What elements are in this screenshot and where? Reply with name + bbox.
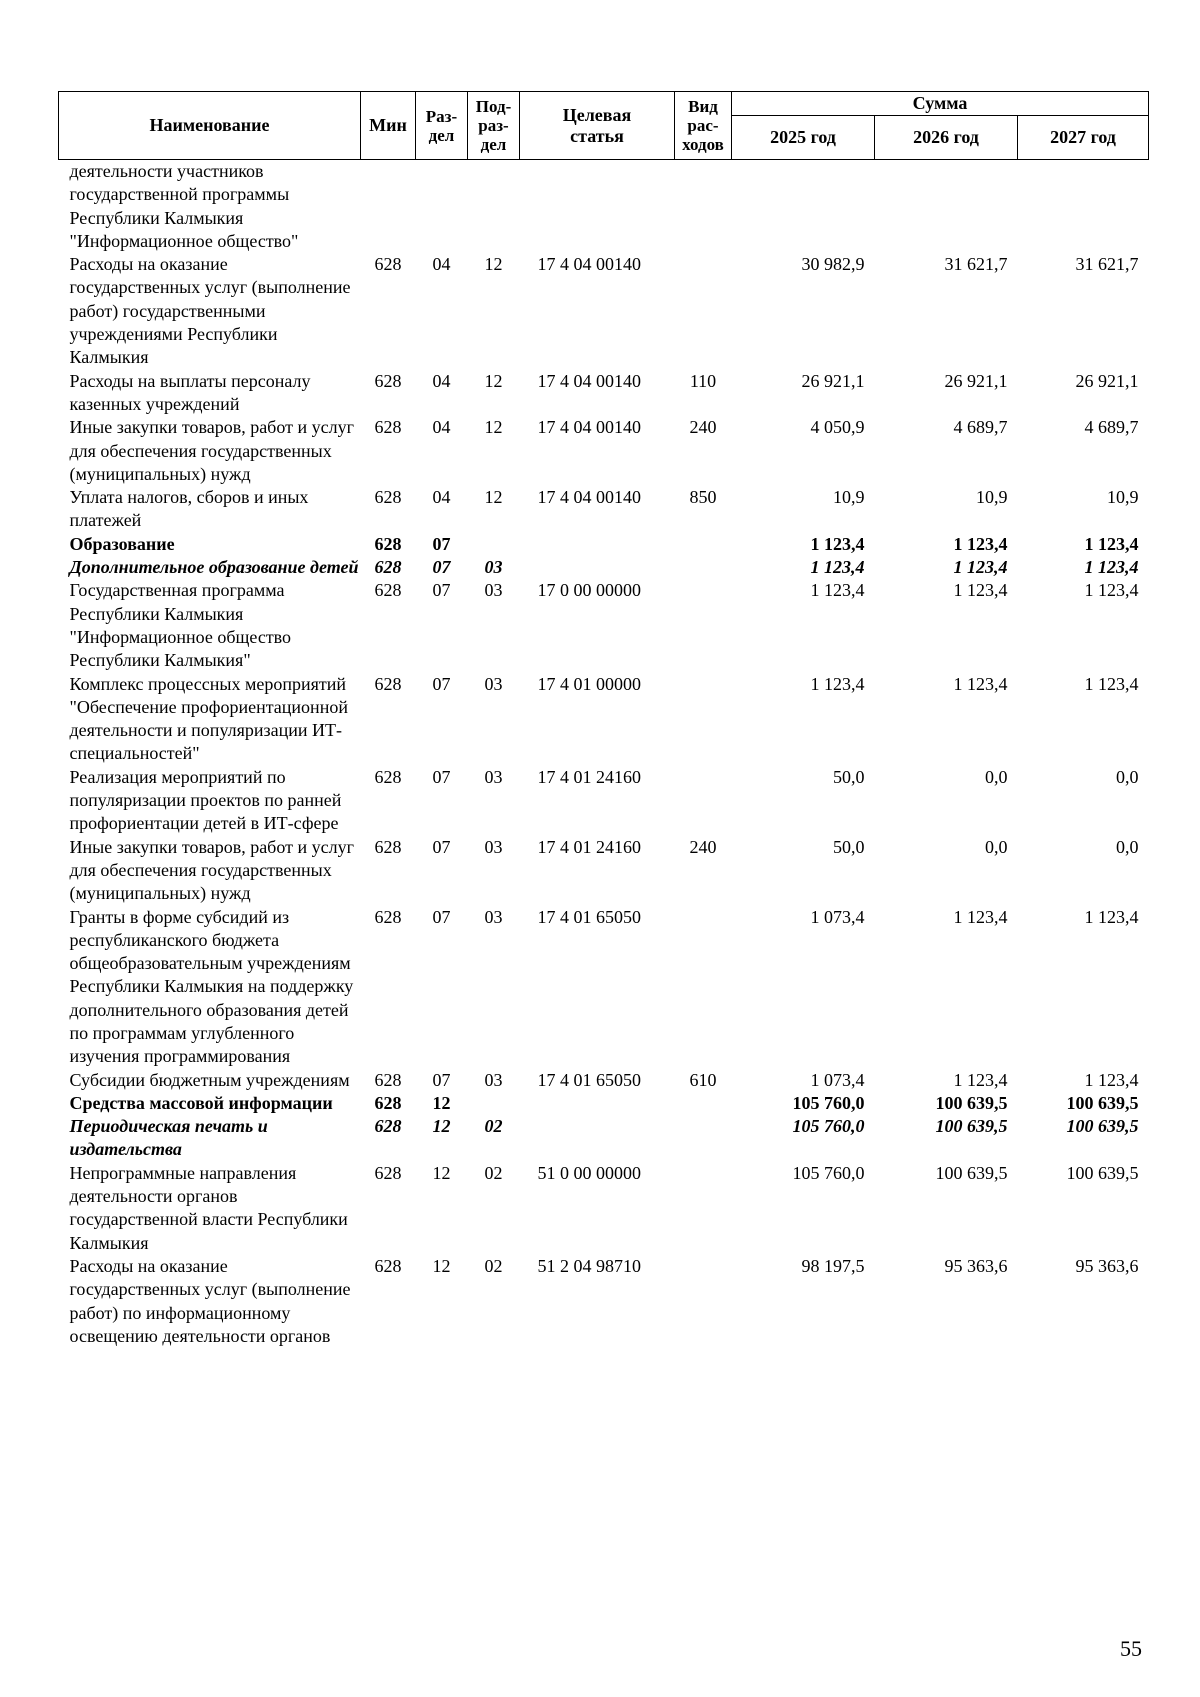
row-podrazdel: 03: [484, 1069, 503, 1090]
row-name: Расходы на оказание государственных услуг (выполнение работ) по информационному освещению деятельности органов: [69, 1255, 351, 1346]
row-sum-2025: 98 197,5: [801, 1255, 865, 1276]
row-celevaya: 17 4 04 00140: [537, 487, 641, 508]
row-vid: 610: [689, 1069, 717, 1090]
row-sum-2025: 50,0: [833, 766, 865, 787]
row-vid: [675, 533, 732, 556]
row-sum-2025: 1 123,4: [810, 673, 865, 694]
table-row: [59, 1162, 1149, 1255]
row-celevaya: [520, 160, 675, 254]
table-row: [59, 1115, 1149, 1162]
row-razdel: 07: [432, 580, 451, 601]
row-name: Непрограммные направления деятельности органов государственной власти Республики Калмыкия: [69, 1162, 348, 1253]
row-celevaya: 17 4 04 00140: [537, 417, 641, 438]
row-min: 628: [374, 533, 402, 554]
row-celevaya: 51 2 04 98710: [537, 1255, 641, 1276]
row-vid: [675, 1115, 732, 1162]
row-razdel: [416, 160, 468, 254]
header-summa: Сумма: [732, 92, 1149, 116]
row-min: [361, 160, 416, 254]
row-name: Расходы на оказание государственных услуг (выполнение работ) государственными учреждениями Республики Калмыкия: [69, 254, 351, 368]
header-vid: Вид рас- ходов: [675, 92, 732, 160]
row-min: 628: [374, 580, 402, 601]
table-row: [59, 556, 1149, 579]
row-sum-2026: [875, 160, 1018, 254]
row-vid: [675, 253, 732, 369]
row-sum-2026: 31 621,7: [944, 254, 1008, 275]
row-podrazdel: 03: [484, 836, 503, 857]
row-razdel: 07: [432, 557, 451, 578]
table-row: [59, 579, 1149, 672]
row-vid: 850: [689, 487, 717, 508]
row-sum-2027: 1 123,4: [1084, 533, 1139, 554]
row-razdel: 07: [432, 1069, 451, 1090]
row-min: 628: [374, 254, 402, 275]
row-sum-2026: 26 921,1: [944, 370, 1008, 391]
row-sum-2027: 31 621,7: [1075, 254, 1139, 275]
row-name: Периодическая печать и издательства: [69, 1116, 268, 1160]
row-sum-2026: 95 363,6: [944, 1255, 1008, 1276]
row-vid: [675, 673, 732, 766]
row-podrazdel: [468, 160, 520, 254]
row-podrazdel: 12: [484, 417, 503, 438]
row-razdel: 07: [432, 836, 451, 857]
row-name: Реализация мероприятий по популяризации проектов по ранней профориентации детей в ИТ-сфере: [69, 766, 342, 834]
row-sum-2026: 0,0: [985, 836, 1008, 857]
row-name: Субсидии бюджетным учреждениям: [69, 1069, 350, 1090]
row-podrazdel: 12: [484, 370, 503, 391]
row-sum-2027: 1 123,4: [1084, 557, 1139, 578]
row-sum-2026: 1 123,4: [953, 1069, 1008, 1090]
row-celevaya: 17 0 00 00000: [537, 580, 641, 601]
row-sum-2025: [732, 160, 875, 254]
row-sum-2026: 100 639,5: [935, 1116, 1008, 1137]
header-celevaya: Целевая статья: [520, 92, 675, 160]
row-name: Государственная программа Республики Калмыкия "Информационное общество Республики Калмыкия": [69, 580, 292, 671]
budget-table: [58, 91, 1149, 1348]
row-min: 628: [374, 673, 402, 694]
row-sum-2025: 1 123,4: [810, 533, 865, 554]
row-celevaya: [520, 556, 675, 579]
row-razdel: 07: [432, 766, 451, 787]
row-sum-2027: 4 689,7: [1084, 417, 1139, 438]
row-sum-2026: 10,9: [976, 487, 1008, 508]
row-name: Средства массовой информации: [69, 1092, 333, 1113]
row-celevaya: 17 4 01 24160: [537, 766, 641, 787]
row-celevaya: 17 4 04 00140: [537, 370, 641, 391]
row-podrazdel: [468, 533, 520, 556]
table-row: [59, 533, 1149, 556]
row-sum-2026: 1 123,4: [953, 580, 1008, 601]
row-min: 628: [374, 906, 402, 927]
row-vid: [675, 1162, 732, 1255]
row-sum-2025: 105 760,0: [792, 1092, 865, 1113]
row-razdel: 04: [432, 370, 451, 391]
row-celevaya: 17 4 01 00000: [537, 673, 641, 694]
row-vid: 110: [689, 370, 717, 391]
row-sum-2027: 1 123,4: [1084, 906, 1139, 927]
row-vid: [675, 1092, 732, 1115]
row-sum-2027: 100 639,5: [1066, 1092, 1139, 1113]
row-name: Гранты в форме субсидий из республиканского бюджета общеобразовательным учреждениям Республики Калмыкия на поддержку дополнительного образования детей по программам углубленного изучения программирования: [69, 906, 354, 1067]
row-sum-2026: 1 123,4: [953, 906, 1008, 927]
header-min: Мин: [361, 92, 416, 160]
row-podrazdel: [468, 1092, 520, 1115]
row-razdel: 04: [432, 487, 451, 508]
row-podrazdel: 02: [484, 1116, 503, 1137]
row-name: Образование: [69, 533, 175, 554]
row-razdel: 12: [432, 1116, 451, 1137]
row-podrazdel: 03: [484, 580, 503, 601]
row-razdel: 12: [432, 1162, 451, 1183]
row-min: 628: [374, 766, 402, 787]
row-celevaya: [520, 1115, 675, 1162]
row-sum-2027: 100 639,5: [1066, 1116, 1139, 1137]
row-sum-2026: 1 123,4: [953, 673, 1008, 694]
table-header: [59, 92, 1149, 160]
row-sum-2027: 0,0: [1116, 836, 1139, 857]
row-vid: [675, 906, 732, 1069]
row-sum-2025: 1 073,4: [810, 906, 865, 927]
row-sum-2027: 1 123,4: [1084, 673, 1139, 694]
row-sum-2027: 95 363,6: [1075, 1255, 1139, 1276]
row-sum-2027: 26 921,1: [1075, 370, 1139, 391]
row-razdel: 07: [432, 673, 451, 694]
row-celevaya: 17 4 01 65050: [537, 1069, 641, 1090]
table-row: [59, 416, 1149, 486]
table-row: [59, 766, 1149, 836]
table-row: [59, 836, 1149, 906]
row-min: 628: [374, 557, 402, 578]
row-celevaya: 17 4 04 00140: [537, 254, 641, 275]
row-vid: 240: [689, 417, 717, 438]
row-podrazdel: 03: [484, 906, 503, 927]
row-vid: [675, 160, 732, 254]
row-name: Расходы на выплаты персоналу казенных учреждений: [69, 370, 311, 414]
table-row: [59, 486, 1149, 533]
row-min: 628: [374, 417, 402, 438]
row-razdel: 07: [432, 533, 451, 554]
header-2025: 2025 год: [732, 116, 875, 160]
row-name: Дополнительное образование детей: [69, 557, 359, 578]
table-row: [59, 673, 1149, 766]
table-row: [59, 1092, 1149, 1115]
row-razdel: 04: [432, 417, 451, 438]
row-min: 628: [374, 1255, 402, 1276]
row-razdel: 04: [432, 254, 451, 275]
table-row: [59, 370, 1149, 417]
budget-table-sheet: [58, 91, 1148, 1348]
row-vid: [675, 1255, 732, 1348]
row-name: Уплата налогов, сборов и иных платежей: [69, 487, 309, 531]
row-celevaya: 51 0 00 00000: [537, 1162, 641, 1183]
row-podrazdel: 02: [484, 1255, 503, 1276]
row-celevaya: 17 4 01 24160: [537, 836, 641, 857]
page-number: 55: [1120, 1636, 1142, 1661]
row-vid: [675, 556, 732, 579]
row-sum-2025: 4 050,9: [810, 417, 865, 438]
table-row: [59, 906, 1149, 1069]
row-sum-2027: 1 123,4: [1084, 580, 1139, 601]
table-row: [59, 253, 1149, 369]
row-razdel: 12: [432, 1092, 451, 1113]
row-sum-2025: 30 982,9: [801, 254, 865, 275]
row-name: Иные закупки товаров, работ и услуг для обеспечения государственных (муниципальных) нужд: [69, 836, 354, 904]
row-podrazdel: 03: [484, 766, 503, 787]
table-row: [59, 1255, 1149, 1348]
row-sum-2025: 10,9: [833, 487, 865, 508]
row-sum-2025: 26 921,1: [801, 370, 865, 391]
row-sum-2025: 1 123,4: [810, 580, 865, 601]
row-razdel: 07: [432, 906, 451, 927]
row-vid: [675, 766, 732, 836]
header-2027: 2027 год: [1018, 116, 1149, 160]
row-sum-2025: 1 073,4: [810, 1069, 865, 1090]
row-razdel: 12: [432, 1255, 451, 1276]
row-name: Иные закупки товаров, работ и услуг для обеспечения государственных (муниципальных) нужд: [69, 417, 354, 484]
row-sum-2025: 105 760,0: [792, 1116, 865, 1137]
row-sum-2025: 105 760,0: [792, 1162, 865, 1183]
row-sum-2026: 1 123,4: [953, 533, 1008, 554]
row-sum-2026: 0,0: [985, 766, 1008, 787]
row-podrazdel: 03: [484, 673, 503, 694]
row-podrazdel: 03: [484, 557, 503, 578]
row-sum-2026: 1 123,4: [953, 557, 1008, 578]
row-sum-2025: 1 123,4: [810, 557, 865, 578]
row-sum-2026: 100 639,5: [935, 1092, 1008, 1113]
header-podrazdel: Под- раз- дел: [468, 92, 520, 160]
row-min: 628: [374, 370, 402, 391]
row-vid: 240: [689, 836, 717, 857]
row-min: 628: [374, 1069, 402, 1090]
row-min: 628: [374, 836, 402, 857]
row-sum-2025: 50,0: [833, 836, 865, 857]
row-podrazdel: 12: [484, 254, 503, 275]
row-sum-2027: 1 123,4: [1084, 1069, 1139, 1090]
row-celevaya: [520, 533, 675, 556]
row-sum-2027: 10,9: [1107, 487, 1139, 508]
row-min: 628: [374, 1092, 402, 1113]
row-celevaya: [520, 1092, 675, 1115]
row-name: деятельности участников государственной программы Республики Калмыкия "Информационное общество": [69, 161, 299, 251]
row-sum-2026: 100 639,5: [935, 1162, 1008, 1183]
row-sum-2027: [1018, 160, 1149, 254]
table-body: [59, 160, 1149, 1349]
row-podrazdel: 02: [484, 1162, 503, 1183]
row-celevaya: 17 4 01 65050: [537, 906, 641, 927]
row-min: 628: [374, 1116, 402, 1137]
row-vid: [675, 579, 732, 672]
header-name: Наименование: [59, 92, 361, 160]
table-row: [59, 160, 1149, 254]
row-sum-2026: 4 689,7: [953, 417, 1008, 438]
row-name: Комплекс процессных мероприятий "Обеспечение профориентационной деятельности и популяризации ИТ-специальностей": [69, 673, 348, 764]
row-podrazdel: 12: [484, 487, 503, 508]
row-min: 628: [374, 487, 402, 508]
table-row: [59, 1069, 1149, 1092]
header-razdel: Раз- дел: [416, 92, 468, 160]
header-2026: 2026 год: [875, 116, 1018, 160]
row-sum-2027: 0,0: [1116, 766, 1139, 787]
row-sum-2027: 100 639,5: [1066, 1162, 1139, 1183]
row-min: 628: [374, 1162, 402, 1183]
